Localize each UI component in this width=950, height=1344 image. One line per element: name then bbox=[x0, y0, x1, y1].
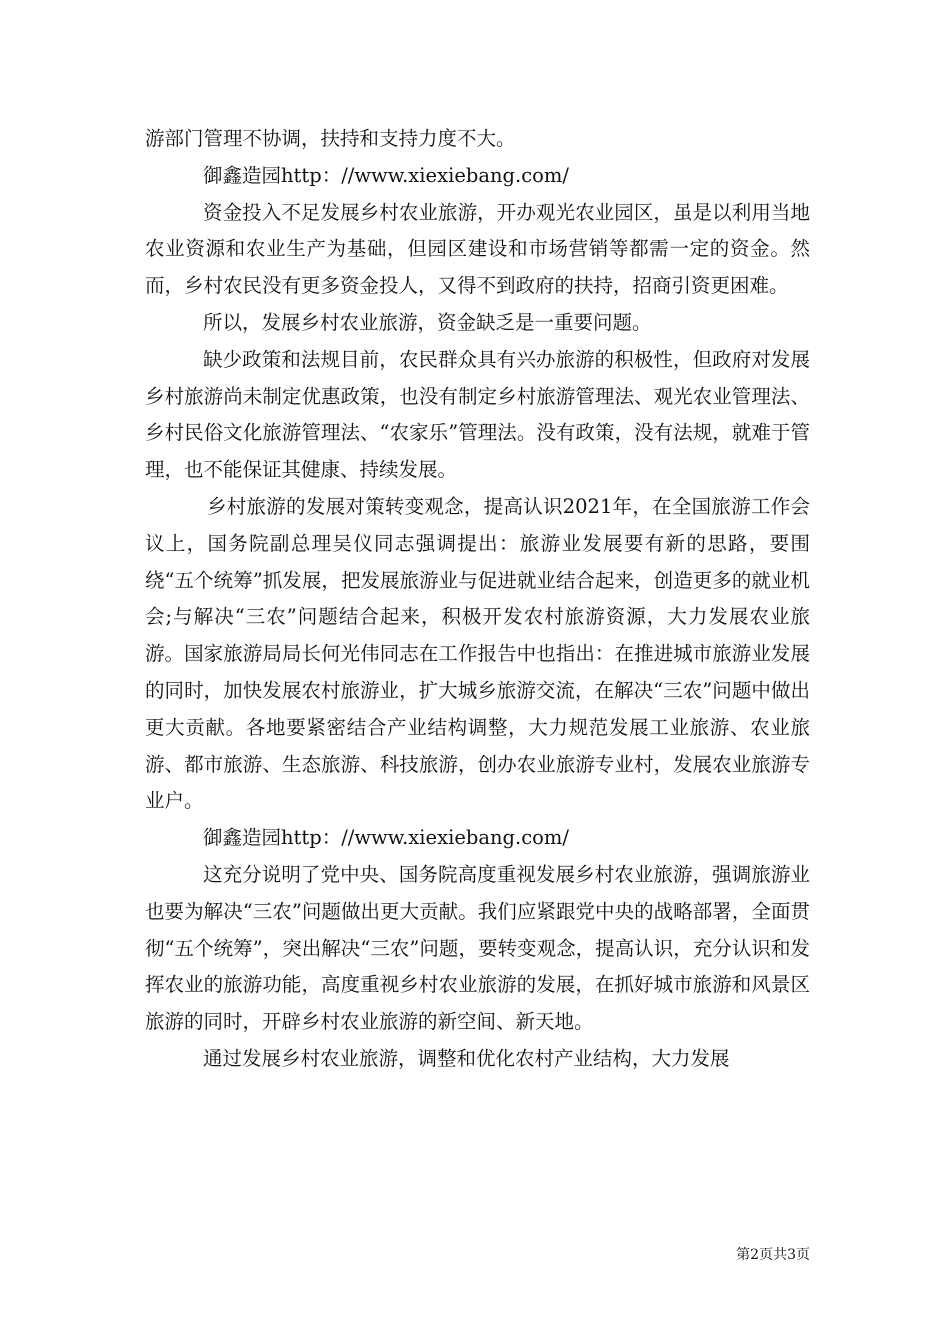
paragraph-policy: 缺少政策和法规目前，农民群众具有兴办旅游的积极性，但政府对发展乡村旅游尚未制定优惠政策，也没有制定乡村旅游管理法、观光农业管理法、乡村民俗文化旅游管理法、“农家乐”管理法。没有政策，没有法规，就难于管理，也不能保证其健康、持续发展。 bbox=[145, 347, 810, 482]
paragraph-development: 通过发展乡村农业旅游，调整和优化农村产业结构，大力发展 bbox=[203, 1046, 730, 1070]
document-body bbox=[145, 121, 810, 1078]
paragraph-countermeasures: 乡村旅游的发展对策转变观念，提高认识2021年，在全国旅游工作会议上，国务院副总理吴仪同志强调提出：旅游业发展要有新的思路，要围绕“五个统筹”抓发展，把发展旅游业与促进就业结合起来，创造更多的就业机会;与解决“三农”问题结合起来，积极开发农村旅游资源，大力发展农业旅游。国家旅游局局长何光伟同志在工作报告中也指出：在推进城市旅游业发展的同时，加快发展农村旅游业，扩大城乡旅游交流，在解决“三农”问题中做出更大贡献。各地要紧密结合产业结构调整，大力规范发展工业旅游、农业旅游、都市旅游、生态旅游、科技旅游，创办农业旅游专业村，发展农业旅游专业户。 bbox=[145, 494, 810, 813]
paragraph-significance: 这充分说明了党中央、国务院高度重视发展乡村农业旅游，强调旅游业也要为解决“三农”问题做出更大贡献。我们应紧跟党中央的战略部署，全面贯彻“五个统筹”，突出解决“三农”问题，要转变观念，提高认识，充分认识和发挥农业的旅游功能，高度重视乡村农业旅游的发展，在抓好城市旅游和风景区旅游的同时，开辟乡村农业旅游的新空间、新天地。 bbox=[145, 862, 810, 1034]
source-watermark-line: 御鑫造园http：//www.xiexiebang.com/ bbox=[203, 826, 569, 850]
source-watermark-line: 御鑫造园http：//www.xiexiebang.com/ bbox=[203, 163, 569, 187]
paragraph-continuation: 游部门管理不协调，扶持和支持力度不大。 bbox=[145, 127, 516, 150]
paragraph-funding: 资金投入不足发展乡村农业旅游，开办观光农业园区，虽是以利用当地农业资源和农业生产为基础，但园区建设和市场营销等都需一定的资金。然而，乡村农民没有更多资金投人，又得不到政府的扶持，招商引资更困难。 bbox=[145, 200, 810, 298]
paragraph-funding-conclusion: 所以，发展乡村农业旅游，资金缺乏是一重要问题。 bbox=[203, 310, 652, 334]
page-number: 第2页共3页 bbox=[736, 1247, 810, 1263]
